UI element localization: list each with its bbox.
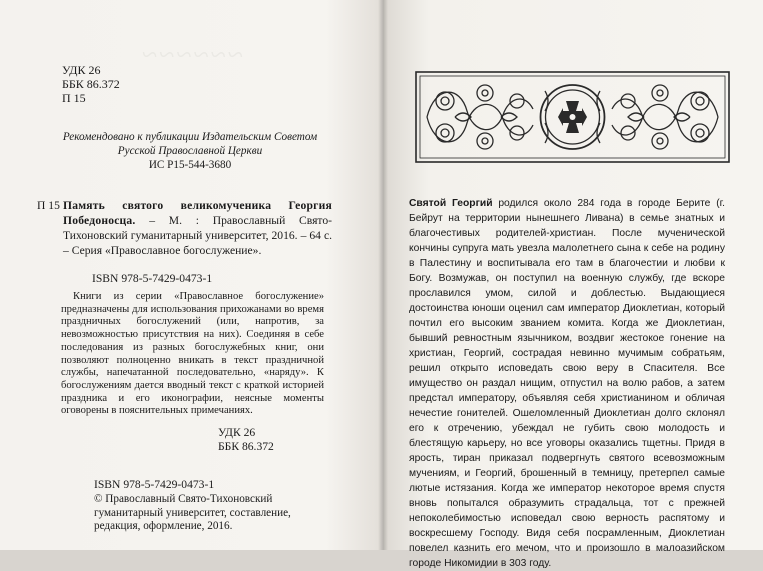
approval-code: ИС Р15-544-3680 [148, 159, 232, 171]
copyright-notice: © Православный Свято-Тихоновский гуманитарный университет, составление, редакция, оформление, 2016. [94, 493, 291, 532]
show-through-mark: ~~~~~~ [140, 40, 243, 71]
annotation-text: Книги из серии «Православное богослужение» предназначены для использования прихожанами во время праздничных богослужений (или, напротив, за невозможностью присутствия на них). Соединяя в себе последования из разных богослужебных книг, они позволяют полноценно вникать в текст праздничной службы, напечатанной последовательно, «наряду». К богослужениям дается вводный текст с краткой историей праздника и его иконографии, неясные моменты оговорены в пояснительных примечаниях. [61, 291, 324, 417]
classification-codes [62, 63, 120, 105]
udk-code: УДК 26 [62, 63, 101, 77]
right-page [383, 0, 763, 569]
approval-line-2: Русской Православной Церкви [117, 145, 263, 157]
approval-block [40, 130, 340, 172]
biblio-code: П 15 [37, 199, 60, 212]
isbn-line-2: ISBN 978-5-7429-0473-1 [94, 478, 215, 491]
decorative-headpiece-ornament [415, 71, 730, 163]
biblio-text [63, 198, 332, 258]
isbn-line: ISBN 978-5-7429-0473-1 [92, 272, 213, 285]
approval-line-1: Рекомендовано к публикации Издательским Советом [62, 131, 318, 143]
story-body: родился около 284 года в городе Берите (г. Бейрут на территории нынешнего Ливана) в семье знатных и благочестивых родителей-христиан. После мученической кончины супруга мать увезла малолетнего сына к себе на родину в Палестину и воспитывала его там в благочестии и любви к Богу. Возмужав, он поступил на военную службу, где вскоре прославился умом, силой и доблестью. Выдающиеся достоинства юноши оценил сам император Диоклетиан, который почтил его высоким званием комита. Когда же Диоклетиан, бывший ревностным язычником, воздвиг жестокое гонение на христиан, Георгий, сострадая невинно мучимым собратьям, решил открыто исповедать свою веру в Спасителя. Все имущество он раздал нищим, отпустил на волю рабов, а затем предстал императору, объявляя себя христианином и обличая нечестие гонителей. Ошеломленный Диоклетиан долго склонял его к отречению, убеждал не губить свою молодость и блестящую карьеру, но все уговоры оказались тщетны. Придя в ярость, тиран приказал подвергнуть святого всевозможным мучениям, и Георгий, брошенный в темницу, претерпел самые лютые истязания. Когда же император некоторое время спустя вновь попытался образумить страдальца, тот с прежней непоколебимостью исповедал свою верность распятому и воскресшему Господу. Видя себя посрамленным, Диоклетиан повелел казнить его мечом, что и произошло в малоазийском городе Никомидии в 303 году. [409, 198, 725, 569]
biblio-details: – М. : Православный Свято-Тихоновский гуманитарный университет, 2016. – 64 с. – Серия «Православное богослужение». [63, 214, 332, 257]
bbk-code: ББК 86.372 [62, 77, 120, 91]
saint-george-story [409, 196, 725, 571]
author-mark: П 15 [62, 91, 86, 105]
classification-codes-secondary [218, 426, 274, 454]
book-gutter [378, 0, 388, 550]
udk-code-2: УДК 26 [218, 426, 256, 439]
story-lead: Святой Георгий [409, 198, 493, 209]
book-title: Память святого великомученика Георгия Победоносца. [63, 199, 332, 227]
bibliographic-record [37, 198, 332, 258]
left-page [0, 0, 383, 550]
bbk-code-2: ББК 86.372 [218, 440, 274, 453]
